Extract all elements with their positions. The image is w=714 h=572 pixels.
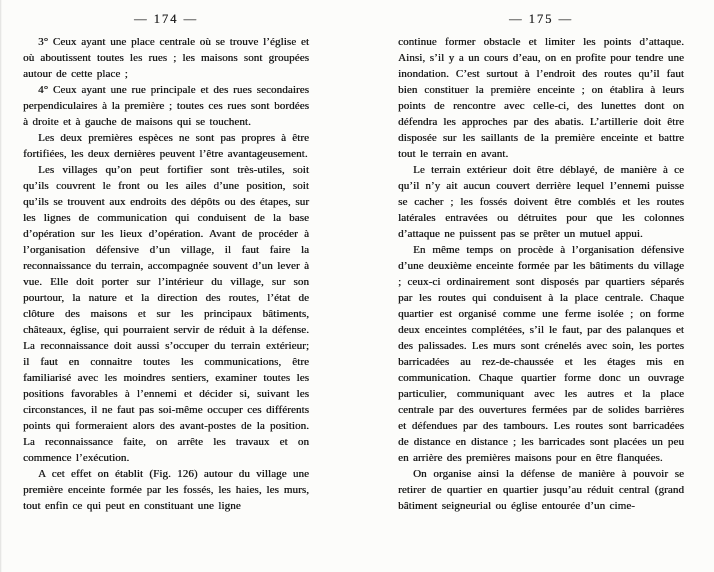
- paragraph: En même temps on procède à l’organisation défensive d’une deuxième enceinte formée par les bâtiments du village ; ceux-ci ordinairement sont disposés par quartiers séparés par les routes qui conduisent à la place centrale. Chaque quartier est organisé comme une ferme isolée ; on forme deux enceintes complétées, s’il le faut, par des palanques et des palissades. Les murs sont crénelés avec soin, les portes barricadées au rez-de-chaussée et les étages mis en communication. Chaque quartier forme donc un ouvrage particulier, communiquant avec les autres et la place centrale par des ouvertures fermées par de solides barrières et défendues par des tambours. Les routes sont barricadées de distance en distance ; les barricades sont placées un peu en arrière des premières maisons pour en être flanquées.: [398, 244, 684, 464]
- page-175: [357, 0, 714, 572]
- paragraph: Le terrain extérieur doit être déblayé, de manière à ce qu’il n’y ait aucun couvert derrière lequel l’ennemi puisse se cacher ; les fossés doivent être comblés et les routes latérales entravées ou détruites pour que les colonnes d’attaque ne puissent pas se prêter un mutuel appui.: [398, 164, 684, 240]
- page-number-header-right: — 175 —: [509, 12, 573, 26]
- paragraph: Les deux premières espèces ne sont pas propres à être fortifiées, les deux dernières peuvent l’être avantageusement.: [23, 132, 309, 160]
- paragraph: A cet effet on établit (Fig. 126) autour du village une première enceinte formée par les fossés, les haies, les murs, tout enfin ce qui peut en constituant une ligne: [23, 468, 309, 512]
- page-number-header-left: — 174 —: [134, 12, 198, 26]
- paragraph: Les villages qu’on peut fortifier sont très-utiles, soit qu’ils couvrent le front ou les ailes d’une position, soit qu’ils se trouvent aux endroits des dépôts ou des étapes, sur les lignes de communication qui conduisent de la base d’opération sur les lieux d’opération. Avant de procéder à l’organisation défensive d’un village, il faut faire la reconnaissance du terrain, accompagnée souvent d’un lever à vue. Elle doit porter sur l’intérieur du village, sur son pourtour, la nature et la direction des routes, l’état de clôture des maisons et sur les principaux bâtiments, châteaux, église, qui pourraient servir de réduit à la défense. La reconnaissance doit aussi s’occuper du terrain extérieur; il faut en connaitre toutes les communications, être familiarisé avec les moindres sentiers, examiner toutes les positions favorables à l’ennemi et décider si, suivant les circonstances, il ne faut pas soi-même occuper ces différents points qui formeraient alors des avant-postes de la position. La reconnaissance faite, on arrête les travaux et on commence l’exécution.: [23, 164, 309, 464]
- paragraph: 4° Ceux ayant une rue principale et des rues secondaires perpendiculaires à la première ; toutes ces rues sont bordées à droite et à gauche de maisons qui se touchent.: [23, 84, 309, 128]
- paragraph: continue former obstacle et limiter les points d’attaque. Ainsi, s’il y a un cours d’eau, on en profite pour tendre une inondation. C’est surtout à l’endroit des routes qu’il faut bien constituer la première enceinte ; on établira à leurs points de rencontre avec celle-ci, des lunettes dont on défendra les approches par des abatis. L’artillerie doit être disposée sur les saillants de la première enceinte et battre tout le terrain en avant.: [398, 36, 684, 160]
- paragraph: 3° Ceux ayant une place centrale où se trouve l’église et où aboutissent toutes les rues ; les maisons sont groupées autour de cette place ;: [23, 36, 309, 80]
- page-175-body: [398, 34, 684, 514]
- page-174-body: [23, 34, 309, 514]
- paragraph: On organise ainsi la défense de manière à pouvoir se retirer de quartier en quartier jusqu’au réduit central (grand bâtiment seigneurial ou église entourée d’un cime-: [398, 468, 684, 512]
